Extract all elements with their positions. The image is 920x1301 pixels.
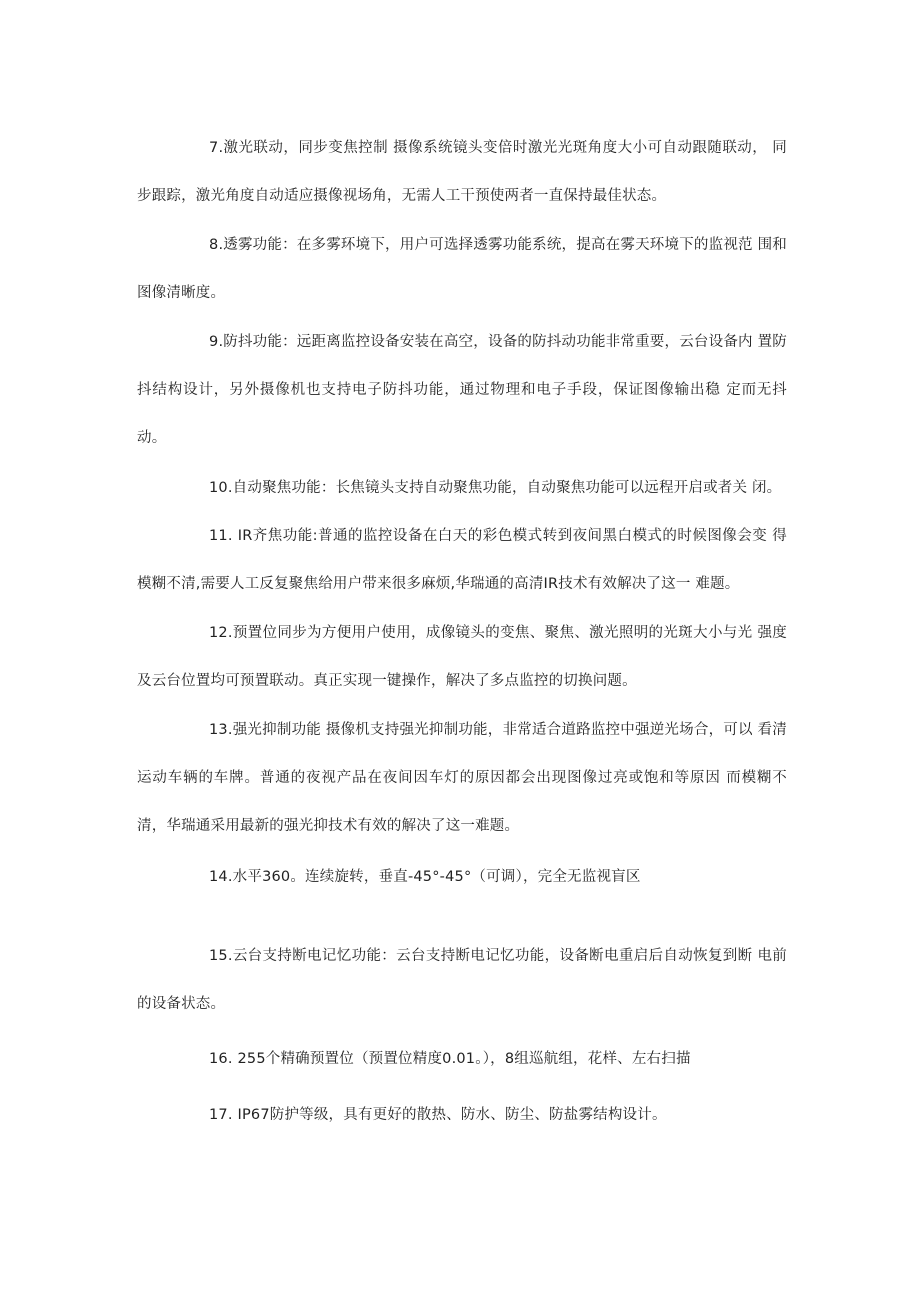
paragraph-10 [137, 464, 787, 512]
paragraph-text: .强光抑制功能 摄像机支持强光抑制功能，非常适合道路监控中强逆光场合，可以 看清运动车辆的车牌。普通的夜视产品在夜间因车灯的原因都会出现图像过亮或饱和等原因 而模糊不清，华瑞通采用最新的强光抑技术有效的解决了这一难题。 [137, 722, 787, 834]
paragraph-number: 14 [209, 869, 228, 885]
paragraph-number: 10 [209, 480, 228, 496]
paragraph-text: .预置位同步为方便用户使用，成像镜头的变焦、聚焦、激光照明的光斑大小与光 强度及云台位置均可预置联动。真正实现一键操作，解决了多点监控的切换问题。 [137, 625, 787, 689]
paragraph-text: .防抖功能：远距离监控设备安装在高空，设备的防抖动功能非常重要，云台设备内 置防抖结构设计，另外摄像机也支持电子防抖功能，通过物理和电子手段，保证图像输出稳 定而无抖动。 [137, 334, 787, 446]
paragraph-text: .激光联动，同步变焦控制 摄像系统镜头变倍时激光光斑角度大小可自动跟随联动， 同步跟踪，激光角度自动适应摄像视场角，无需人工干预使两者一直保持最佳状态。 [137, 140, 787, 204]
paragraph-12 [137, 609, 787, 705]
paragraph-number: 15 [209, 948, 228, 964]
paragraph-15 [137, 932, 787, 1028]
paragraph-7 [137, 124, 787, 220]
paragraph-number: 7 [209, 140, 219, 156]
paragraph-17 [137, 1091, 787, 1139]
paragraph-number: 16 [209, 1051, 228, 1067]
paragraph-8 [137, 221, 787, 317]
paragraph-text: .水平360。连续旋转，垂直-45°-45°（可调），完全无监视盲区 [227, 869, 641, 885]
paragraph-text: .自动聚焦功能：长焦镜头支持自动聚焦功能，自动聚焦功能可以远程开启或者关 闭。 [227, 480, 782, 496]
paragraph-13 [137, 706, 787, 850]
paragraph-text: .透雾功能：在多雾环境下，用户可选择透雾功能系统，提高在雾天环境下的监视范 围和图像清晰度。 [137, 237, 787, 301]
paragraph-14 [137, 853, 787, 901]
paragraph-number: 9 [209, 334, 219, 350]
paragraph-text: . IR齐焦功能:普通的监控设备在白天的彩色模式转到夜间黑白模式的时候图像会变 得模糊不清,需要人工反复聚焦给用户带来很多麻烦,华瑞通的高清IR技术有效解决了这一 难题。 [137, 528, 787, 592]
paragraph-number: 8 [209, 237, 219, 253]
paragraph-text: . IP67防护等级，具有更好的散热、防水、防尘、防盐雾结构设计。 [227, 1107, 667, 1123]
paragraph-9 [137, 318, 787, 462]
paragraph-16 [137, 1035, 787, 1083]
paragraph-number: 11 [209, 528, 228, 544]
paragraph-text: .云台支持断电记忆功能：云台支持断电记忆功能，设备断电重启后自动恢复到断 电前的设备状态。 [137, 948, 787, 1012]
paragraph-number: 17 [209, 1107, 228, 1123]
paragraph-number: 12 [209, 625, 228, 641]
paragraph-number: 13 [209, 722, 228, 738]
paragraph-11 [137, 512, 787, 608]
paragraph-text: . 255个精确预置位（预置位精度0.01。），8组巡航组，花样、左右扫描 [227, 1051, 691, 1067]
